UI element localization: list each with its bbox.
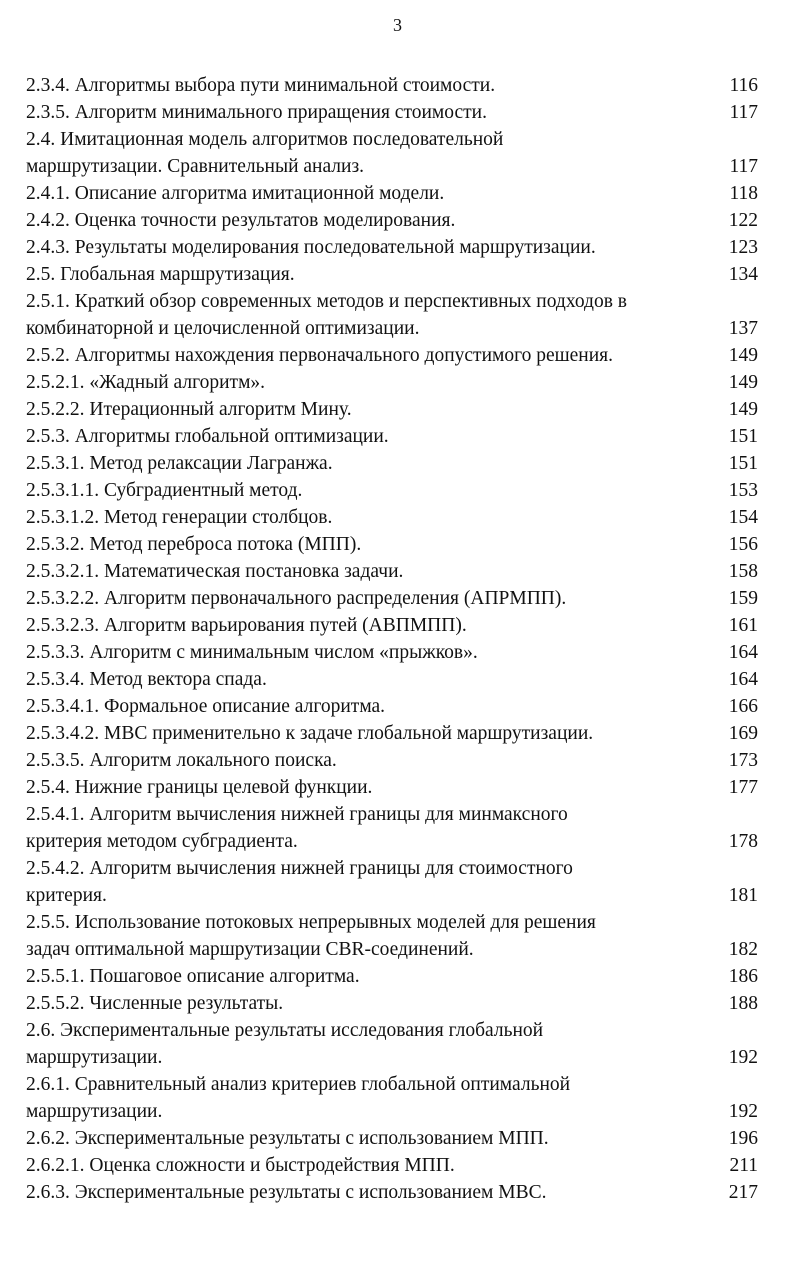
toc-entry-text: 2.5.3.2.2. Алгоритм первоначального распределения (АПРМПП). [26, 588, 567, 609]
toc-line [26, 612, 764, 639]
toc-entry-text: 2.6.1. Сравнительный анализ критериев глобальной оптимальной [26, 1074, 571, 1095]
toc-entry-text: 2.4.3. Результаты моделирования последовательной маршрутизации. [26, 237, 596, 258]
toc-entry-text: 2.5.3.3. Алгоритм с минимальным числом «прыжков». [26, 642, 478, 663]
toc-page-number: 149 [728, 372, 758, 393]
toc-entry-text: 2.3.5. Алгоритм минимального приращения стоимости. [26, 102, 487, 123]
toc-entry-text: 2.6.2.1. Оценка сложности и быстродействия МПП. [26, 1155, 455, 1176]
toc-line [26, 207, 764, 234]
toc-page-number: 159 [728, 588, 758, 609]
toc-entry-text: 2.5.5.1. Пошаговое описание алгоритма. [26, 966, 360, 987]
toc-entry-text: критерия. [26, 885, 107, 906]
toc-line [26, 720, 764, 747]
toc-line [26, 666, 764, 693]
toc-line [26, 801, 764, 828]
toc-line [26, 315, 764, 342]
toc-page-number: 118 [729, 183, 758, 204]
toc-entry-text: 2.5.3.2.3. Алгоритм варьирования путей (АВПМПП). [26, 615, 467, 636]
toc-entry-text: 2.5.3.4. Метод вектора спада. [26, 669, 267, 690]
toc-line [26, 1179, 764, 1206]
toc-page-number: 161 [728, 615, 758, 636]
toc-entry-text: 2.6.2. Экспериментальные результаты с использованием МПП. [26, 1128, 549, 1149]
toc-page-number: 134 [728, 264, 758, 285]
toc-entry-text: 2.5.3.4.2. МВС применительно к задаче глобальной маршрутизации. [26, 723, 594, 744]
toc-line [26, 693, 764, 720]
page-number: 3 [393, 15, 402, 35]
toc-entry-text: 2.5.3.1.2. Метод генерации столбцов. [26, 507, 333, 528]
toc-entry-text: 2.6. Экспериментальные результаты исследования глобальной [26, 1020, 544, 1041]
toc-page-number: 154 [728, 507, 758, 528]
toc-line [26, 882, 764, 909]
toc-page-number: 116 [729, 75, 758, 96]
toc-entry-text: 2.4. Имитационная модель алгоритмов последовательной [26, 129, 504, 150]
toc-entry-text: 2.5.3.1. Метод релаксации Лагранжа. [26, 453, 333, 474]
toc-line [26, 342, 764, 369]
toc-entry-text: 2.5.3.1.1. Субградиентный метод. [26, 480, 303, 501]
toc-page-number: 177 [728, 777, 758, 798]
toc-entry-text: маршрутизации. [26, 1047, 163, 1068]
toc-line [26, 1044, 764, 1071]
toc-line [26, 990, 764, 1017]
toc-entry-text: 2.4.2. Оценка точности результатов моделирования. [26, 210, 456, 231]
toc-line [26, 963, 764, 990]
toc-page-number: 182 [728, 939, 758, 960]
toc-line [26, 1017, 764, 1044]
toc-page-number: 158 [728, 561, 758, 582]
toc-line [26, 450, 764, 477]
toc-line [26, 639, 764, 666]
toc-entry-text: маршрутизации. [26, 1101, 163, 1122]
toc-page-number: 169 [728, 723, 758, 744]
toc-entry-text: 2.5.2. Алгоритмы нахождения первоначального допустимого решения. [26, 345, 614, 366]
toc-page-number: 178 [728, 831, 758, 852]
toc-line [26, 558, 764, 585]
toc-line [26, 1098, 764, 1125]
toc-entry-text: 2.5.3. Алгоритмы глобальной оптимизации. [26, 426, 389, 447]
toc-line [26, 531, 764, 558]
toc-page-number: 137 [728, 318, 758, 339]
toc-line [26, 585, 764, 612]
toc-page-number: 117 [729, 156, 758, 177]
toc-line [26, 477, 764, 504]
toc-entry-text: 2.5.2.1. «Жадный алгоритм». [26, 372, 266, 393]
toc-entry-text: 2.3.4. Алгоритмы выбора пути минимальной стоимости. [26, 75, 496, 96]
toc-entry-text: комбинаторной и целочисленной оптимизации. [26, 318, 420, 339]
toc-line [26, 396, 764, 423]
toc-page-number: 211 [729, 1155, 758, 1176]
toc-line [26, 261, 764, 288]
toc-entry-text: маршрутизации. Сравнительный анализ. [26, 156, 365, 177]
toc-line [26, 747, 764, 774]
toc-line [26, 828, 764, 855]
toc-line [26, 1152, 764, 1179]
toc-line [26, 855, 764, 882]
toc-line [26, 423, 764, 450]
toc-page-number: 181 [728, 885, 758, 906]
toc-page-number: 153 [728, 480, 758, 501]
toc-page-number: 192 [728, 1101, 758, 1122]
toc-entry-text: 2.5.3.2.1. Математическая постановка задачи. [26, 561, 404, 582]
table-of-contents [26, 72, 764, 1206]
toc-entry-text: 2.4.1. Описание алгоритма имитационной модели. [26, 183, 445, 204]
toc-page-number: 123 [728, 237, 758, 258]
toc-entry-text: 2.5.2.2. Итерационный алгоритм Мину. [26, 399, 352, 420]
toc-line [26, 99, 764, 126]
toc-entry-text: 2.5.3.4.1. Формальное описание алгоритма. [26, 696, 386, 717]
toc-line [26, 234, 764, 261]
toc-entry-text: 2.5.4. Нижние границы целевой функции. [26, 777, 373, 798]
toc-entry-text: критерия методом субградиента. [26, 831, 298, 852]
toc-line [26, 1071, 764, 1098]
toc-page-number: 164 [728, 669, 758, 690]
toc-line [26, 153, 764, 180]
toc-page-number: 166 [728, 696, 758, 717]
toc-line [26, 72, 764, 99]
toc-page-number: 122 [728, 210, 758, 231]
toc-entry-text: 2.5.3.2. Метод переброса потока (МПП). [26, 534, 362, 555]
toc-page-number: 188 [728, 993, 758, 1014]
toc-entry-text: 2.5.5. Использование потоковых непрерывных моделей для решения [26, 912, 596, 933]
toc-page-number: 149 [728, 345, 758, 366]
toc-entry-text: 2.5.1. Краткий обзор современных методов и перспективных подходов в [26, 291, 627, 312]
toc-line [26, 909, 764, 936]
toc-page-number: 164 [728, 642, 758, 663]
toc-page-number: 186 [728, 966, 758, 987]
toc-line [26, 504, 764, 531]
toc-entry-text: задач оптимальной маршрутизации CBR-соединений. [26, 939, 474, 960]
toc-line [26, 936, 764, 963]
toc-entry-text: 2.5.5.2. Численные результаты. [26, 993, 284, 1014]
toc-entry-text: 2.5.4.1. Алгоритм вычисления нижней границы для минмаксного [26, 804, 568, 825]
toc-entry-text: 2.5.4.2. Алгоритм вычисления нижней границы для стоимостного [26, 858, 573, 879]
toc-page-number: 117 [729, 102, 758, 123]
toc-entry-text: 2.6.3. Экспериментальные результаты с использованием МВС. [26, 1182, 547, 1203]
toc-entry-text: 2.5. Глобальная маршрутизация. [26, 264, 295, 285]
toc-line [26, 288, 764, 315]
toc-page-number: 173 [728, 750, 758, 771]
toc-entry-text: 2.5.3.5. Алгоритм локального поиска. [26, 750, 337, 771]
toc-page-number: 192 [728, 1047, 758, 1068]
toc-line [26, 774, 764, 801]
toc-page-number: 196 [728, 1128, 758, 1149]
toc-page-number: 156 [728, 534, 758, 555]
toc-line [26, 180, 764, 207]
toc-line [26, 1125, 764, 1152]
toc-page-number: 217 [728, 1182, 758, 1203]
toc-page-number: 151 [728, 426, 758, 447]
toc-line [26, 126, 764, 153]
toc-page-number: 149 [728, 399, 758, 420]
toc-page-number: 151 [728, 453, 758, 474]
toc-line [26, 369, 764, 396]
